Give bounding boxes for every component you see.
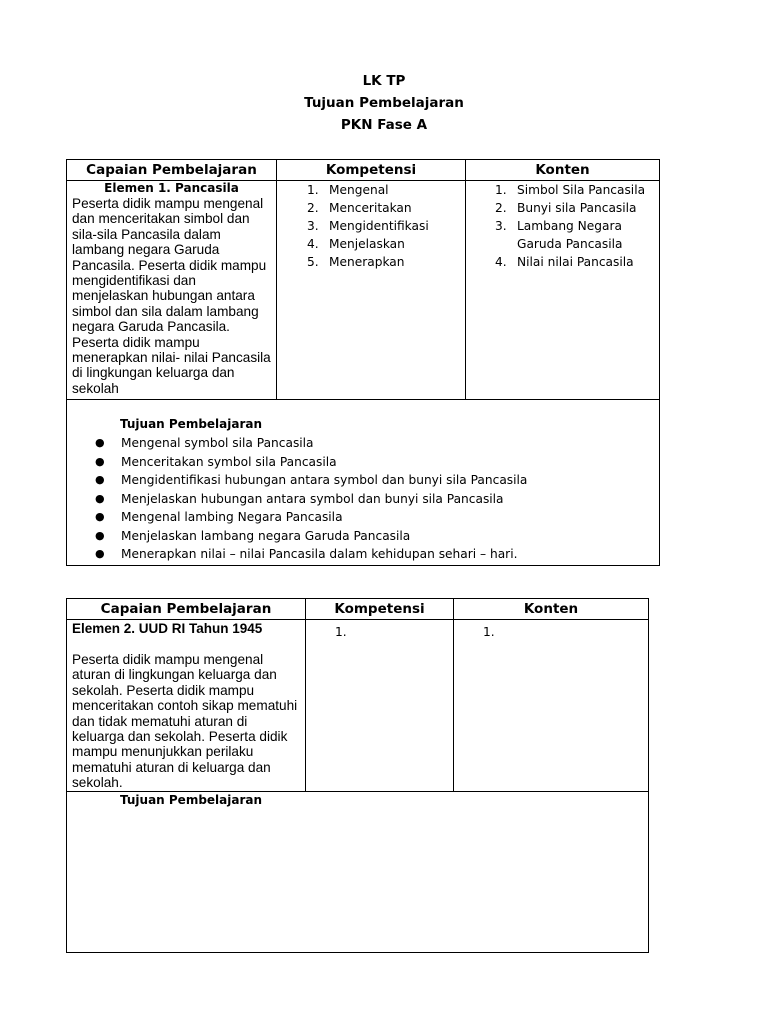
cell-capaian	[67, 620, 306, 792]
bullet-icon: ●	[95, 491, 105, 505]
cell-tujuan-pembelajaran	[67, 400, 660, 566]
table-elemen-2	[66, 598, 649, 953]
header-konten: Konten	[454, 599, 649, 620]
cell-kompetensi	[277, 181, 466, 400]
kompetensi-list	[307, 181, 465, 271]
list-item: ● Mengenal lambing Negara Pancasila	[95, 508, 659, 527]
document-header	[0, 70, 768, 136]
konten-number: 1.	[483, 625, 495, 639]
bullet-icon: ●	[95, 454, 105, 468]
list-item: 2. Bunyi sila Pancasila	[495, 201, 637, 215]
tp-list	[67, 434, 659, 564]
cell-konten	[466, 181, 660, 400]
bullet-icon: ●	[95, 473, 105, 486]
kompetensi-number: 1.	[335, 625, 347, 639]
konten-list	[495, 181, 659, 271]
list-item: ● Menjelaskan lambang negara Garuda Pancasila	[95, 527, 659, 546]
doc-title-lk-tp: LK TP	[362, 73, 406, 89]
table-elemen-1	[66, 159, 660, 566]
cell-tujuan-pembelajaran	[67, 791, 649, 952]
list-item: ● Mengenal symbol sila Pancasila	[95, 434, 659, 453]
list-item: 1. Mengenal	[307, 183, 389, 197]
header-capaian: Capaian Pembelajaran	[67, 160, 277, 181]
doc-title-tujuan: Tujuan Pembelajaran	[304, 95, 464, 111]
list-item: 1. Simbol Sila Pancasila	[495, 183, 646, 197]
header-kompetensi: Kompetensi	[277, 160, 466, 181]
list-item: ● Mengidentifikasi hubungan antara symbol dan bunyi sila Pancasila	[95, 471, 659, 490]
list-item: 3. Mengidentifikasi	[307, 219, 429, 233]
element-title: Elemen 1. Pancasila	[104, 181, 239, 195]
capaian-text: Peserta didik mampu mengenal dan menceritakan simbol dan sila-sila Pancasila dalam lambang negara Garuda Pancasila. Peserta didik mampu mengidentifikasi dan menjelaskan hubungan antara simbol dan sila dalam lambang negara Garuda Pancasila. Peserta didik mampu menerapkan nilai- nilai Pancasila di lingkungan keluarga dan sekolah	[72, 196, 271, 396]
list-item: ● Menerapkan nilai – nilai Pancasila dalam kehidupan sehari – hari.	[95, 545, 659, 564]
header-kompetensi: Kompetensi	[306, 599, 454, 620]
bullet-icon: ●	[95, 547, 105, 560]
header-capaian: Capaian Pembelajaran	[67, 599, 306, 620]
bullet-icon: ●	[95, 436, 105, 449]
cell-kompetensi	[306, 620, 454, 792]
list-item: ● Menceritakan symbol sila Pancasila	[95, 453, 659, 472]
element-title: Elemen 2. UUD RI Tahun 1945	[72, 621, 263, 636]
cell-konten	[454, 620, 649, 792]
tp-title: Tujuan Pembelajaran	[120, 792, 263, 807]
header-konten: Konten	[466, 160, 660, 181]
bullet-icon: ●	[95, 528, 105, 542]
doc-title-pkn: PKN Fase A	[340, 117, 428, 133]
list-item: 2. Menceritakan	[307, 201, 412, 215]
list-item: 4. Menjelaskan	[307, 237, 405, 251]
tp-title: Tujuan Pembelajaran	[120, 417, 263, 431]
list-item: 4. Nilai nilai Pancasila	[495, 255, 634, 269]
capaian-text: Peserta didik mampu mengenal aturan di lingkungan keluarga dan sekolah. Peserta didik mampu menceritakan contoh sikap mematuhi dan tidak mematuhi aturan di keluarga dan sekolah. Peserta didik mampu menunjukkan perilaku mematuhi aturan di keluarga dan sekolah.	[72, 652, 298, 791]
list-item: ● Menjelaskan hubungan antara symbol dan bunyi sila Pancasila	[95, 490, 659, 509]
cell-capaian	[67, 181, 277, 400]
list-item: 3. Lambang Negara Garuda Pancasila	[495, 219, 623, 251]
bullet-icon: ●	[95, 510, 105, 523]
list-item: 5. Menerapkan	[307, 255, 405, 269]
